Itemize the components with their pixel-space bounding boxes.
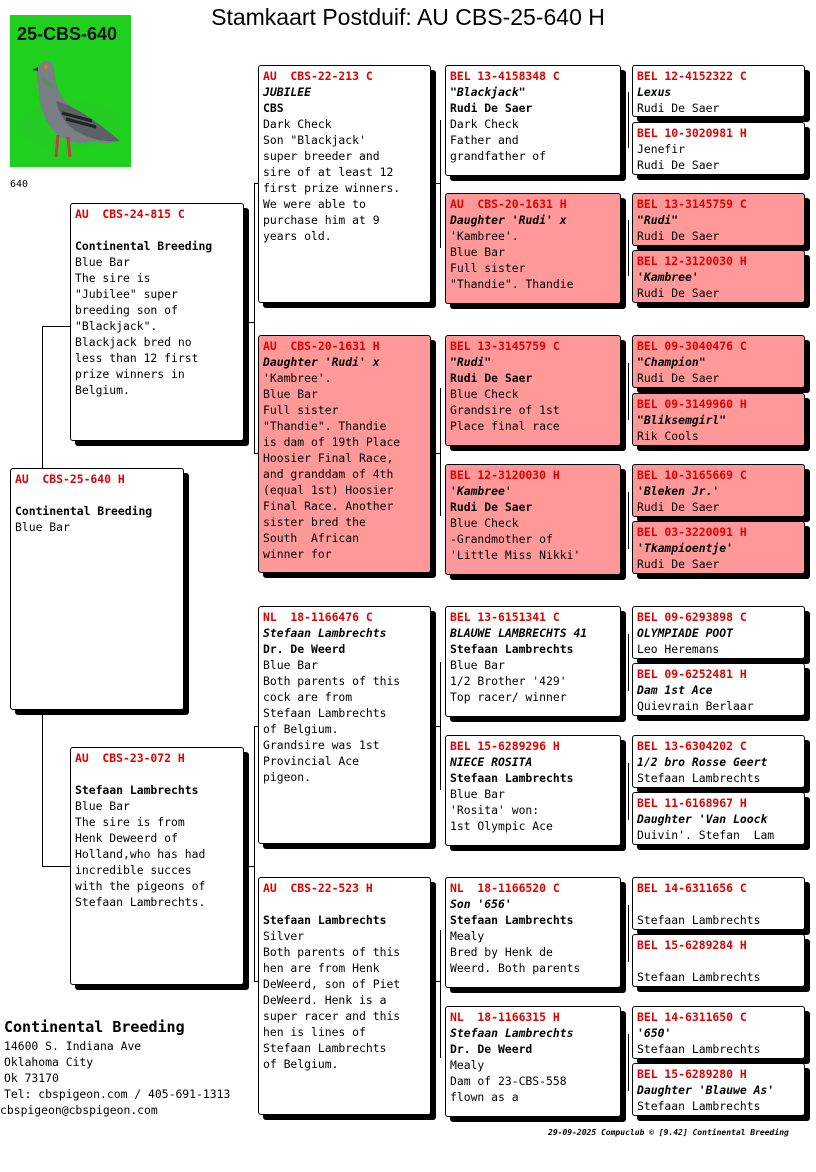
ring-number: NL 18-1166520 C (450, 881, 560, 895)
description-line: Both parents of this (263, 945, 401, 959)
pigeon-name: 'Bleken Jr.' (637, 484, 720, 498)
owner-tel: Tel: cbspigeon.com / 405-691-1313 (4, 1087, 231, 1101)
ring-number: BEL 09-6252481 H (637, 667, 747, 681)
ring-number: BEL 15-6289280 H (637, 1067, 747, 1081)
spacer (637, 953, 801, 969)
description-line: Dark Check (450, 117, 519, 131)
description-line: hen is lines of (263, 1025, 366, 1039)
description-line: Blue Bar (450, 787, 505, 801)
connector-line (628, 634, 629, 691)
description-line: Mealy (450, 929, 485, 943)
description-line: Father and (450, 133, 519, 147)
connector-line (440, 662, 441, 790)
breeder-name: Rudi De Saer (450, 500, 533, 514)
ring-number: BEL 15-6289284 H (637, 938, 747, 952)
card-g15 (632, 1006, 805, 1059)
card-sdd (445, 464, 621, 575)
description-line: "Thandie". Thandie (263, 419, 387, 433)
card-ss (258, 65, 431, 303)
pigeon-photo (10, 15, 131, 167)
pigeon-name: Dam 1st Ace (637, 683, 713, 697)
ring-number: BEL 12-4152322 C (637, 69, 747, 83)
description-line: Jenefir (637, 142, 686, 156)
card-g16 (632, 1063, 805, 1116)
breeder-name: Rudi De Saer (450, 101, 533, 115)
card-ssd (445, 193, 621, 304)
pigeon-name: Daughter 'Rudi' x (450, 213, 567, 227)
breeder-name: Stefaan Lambrechts (450, 642, 574, 656)
card-g4 (632, 250, 805, 303)
ring-number: AU CBS-25-640 H (15, 472, 125, 486)
description-line: DeWeerd, son of Piet (263, 977, 401, 991)
ring-number: BEL 15-6289296 H (450, 739, 560, 753)
description-line: super racer and this (263, 1009, 401, 1023)
description-line: winner for (263, 547, 332, 561)
description-line: Blue Bar (75, 255, 130, 269)
card-g9 (632, 606, 805, 659)
ring-number: BEL 14-6311650 C (637, 1010, 747, 1024)
breeder-name: Dr. De Weerd (450, 1042, 533, 1056)
description-line: Place final race (450, 419, 560, 433)
connector-line (42, 326, 43, 468)
description-line: Grandsire of 1st (450, 403, 560, 417)
description-line: -Grandmother of (450, 532, 553, 546)
ring-number: BEL 09-6293898 C (637, 610, 747, 624)
spacer (15, 487, 180, 503)
ring-number: BEL 13-3145759 C (637, 197, 747, 211)
ring-number: BEL 13-4158348 C (450, 69, 560, 83)
card-sss (445, 65, 621, 176)
description-line: and granddam of 4th (263, 467, 394, 481)
description-line: Blue Bar (263, 658, 318, 672)
breeder-name: Continental Breeding (15, 504, 153, 518)
card-subject (10, 468, 184, 710)
connector-line (440, 388, 441, 516)
owner-address-line: 14600 S. Indiana Ave (4, 1039, 142, 1053)
connector-line (244, 322, 254, 323)
description-line: Blackjack bred no (75, 335, 192, 349)
card-g1 (632, 65, 805, 117)
description-line: Silver (263, 929, 305, 943)
breeder-name: Rudi De Saer (637, 229, 720, 243)
connector-line (628, 1034, 629, 1091)
description-line: Holland,who has had (75, 847, 206, 861)
description-line: pigeon. (263, 770, 312, 784)
description-line: Dam of 23-CBS-558 (450, 1074, 567, 1088)
description-line: Duivin'. Stefan Lam (637, 828, 775, 842)
description-line: Final Race. Another (263, 499, 394, 513)
description-line: Blue Bar (75, 799, 130, 813)
spacer (75, 766, 240, 782)
description-line: Stefaan Lambrechts. (75, 895, 206, 909)
footer-credit: 29-09-2025 Compuclub © [9.42] Continental Breeding (548, 1128, 789, 1137)
connector-line (431, 981, 440, 982)
description-line: Belgium. (75, 383, 130, 397)
card-g13 (632, 877, 805, 930)
description-line: "Thandie". Thandie (450, 277, 574, 291)
breeder-name: Stefaan Lambrechts (450, 913, 574, 927)
card-g12 (632, 792, 805, 845)
card-g2 (632, 122, 805, 175)
description-line: We were able to (263, 197, 366, 211)
pigeon-name: Daughter 'Blauwe As' (637, 1083, 775, 1097)
description-line: DeWeerd. Henk is a (263, 993, 387, 1007)
ring-number: AU CBS-23-072 H (75, 751, 185, 765)
connector-line (244, 866, 254, 867)
connector-line (42, 326, 70, 327)
breeder-name: Rudi De Saer (637, 371, 720, 385)
breeder-name: Stefaan Lambrechts (450, 771, 574, 785)
description-line: "Jubilee" super (75, 287, 178, 301)
description-line: Blue Check (450, 387, 519, 401)
description-line: 'Rosita' won: (450, 803, 540, 817)
description-line: Dark Check (263, 117, 332, 131)
description-line: flown as a (450, 1090, 519, 1104)
card-g11 (632, 735, 805, 788)
ring-number: BEL 10-3020981 H (637, 126, 747, 140)
connector-line (628, 92, 629, 148)
card-dsd (445, 735, 621, 846)
ring-number: BEL 13-3145759 C (450, 339, 560, 353)
connector-line (431, 183, 440, 184)
card-g14 (632, 934, 805, 987)
ring-number: AU CBS-20-1631 H (263, 339, 380, 353)
ring-number: NL 18-1166315 H (450, 1010, 560, 1024)
breeder-name: Rudi De Saer (637, 500, 720, 514)
description-line: South African (263, 531, 360, 545)
ring-number: BEL 13-6304202 C (637, 739, 747, 753)
description-line: cock are from (263, 690, 353, 704)
description-line: Stefaan Lambrechts (263, 706, 387, 720)
breeder-name: Rudi De Saer (637, 557, 720, 571)
description-line: Weerd. Both parents (450, 961, 581, 975)
connector-line (254, 726, 255, 981)
description-line: of Belgium. (263, 1057, 339, 1071)
card-g5 (632, 335, 805, 388)
pigeon-name: 'Tkampioentje' (637, 541, 734, 555)
page-title: Stamkaart Postduif: AU CBS-25-640 H (211, 4, 605, 30)
card-g8 (632, 521, 805, 574)
card-ddd (445, 1006, 621, 1117)
description-line: Leo Heremans (637, 642, 720, 656)
description-line: Both parents of this (263, 674, 401, 688)
description-line: 1/2 Brother '429' (450, 674, 567, 688)
description-line: breeding son of (75, 303, 178, 317)
description-line: is dam of 19th Place (263, 435, 401, 449)
pigeon-name: Daughter 'Van Loock (637, 812, 768, 826)
photo-ring-label: 25-CBS-640 (17, 24, 118, 44)
connector-line (628, 363, 629, 420)
ring-number: BEL 03-3220091 H (637, 525, 747, 539)
connector-line (440, 120, 441, 248)
description-line: with the pigeons of (75, 879, 206, 893)
owner-email: cbspigeon@cbspigeon.com (0, 1103, 158, 1117)
connector-line (628, 220, 629, 276)
pigeon-name: Lexus (637, 85, 672, 99)
owner-name: Continental Breeding (4, 1018, 185, 1036)
pigeon-name: Stefaan Lambrechts (263, 626, 387, 640)
owner-address-line: Oklahoma City (4, 1055, 94, 1069)
description-line: incredible succes (75, 863, 192, 877)
description-line: The sire is (75, 271, 151, 285)
pigeon-name: JUBILEE (263, 85, 312, 99)
description-line: "Blackjack". (75, 319, 158, 333)
pigeon-name: 'Kambree' (450, 484, 512, 498)
description-line: Blue Bar (450, 245, 505, 259)
description-line: Henk Deweerd of (75, 831, 178, 845)
description-line: (equal 1st) Hoosier (263, 483, 394, 497)
ring-number: BEL 14-6311656 C (637, 881, 747, 895)
photo-number: 640 (10, 179, 29, 190)
pigeon-name: "Rudi" (450, 355, 492, 369)
breeder-name: Rik Cools (637, 429, 699, 443)
breeder-name: CBS (263, 101, 284, 115)
pigeon-name: OLYMPIADE POOT (637, 626, 734, 640)
ring-number: AU CBS-22-213 C (263, 69, 373, 83)
description-line: Top racer/ winner (450, 690, 567, 704)
card-ds (258, 606, 431, 844)
breeder-name: Rudi De Saer (637, 101, 720, 115)
connector-line (628, 905, 629, 962)
ring-number: BEL 13-6151341 C (450, 610, 560, 624)
description-line: sister bred the (263, 515, 366, 529)
breeder-name: Rudi De Saer (637, 286, 720, 300)
pigeon-name: '650' (637, 1026, 672, 1040)
description-line: 'Kambree'. (450, 229, 519, 243)
card-g7 (632, 464, 805, 517)
description-line: Rudi De Saer (637, 158, 720, 172)
card-sd (258, 335, 431, 573)
description-line: grandfather of (450, 149, 547, 163)
pigeon-name: "Bliksemgirl" (637, 413, 727, 427)
breeder-name: Continental Breeding (75, 239, 213, 253)
ring-number: BEL 10-3165669 C (637, 468, 747, 482)
connector-line (440, 930, 441, 1058)
description-line: Mealy (450, 1058, 485, 1072)
spacer (637, 896, 801, 912)
ring-number: AU CBS-20-1631 H (450, 197, 567, 211)
breeder-name: Stefaan Lambrechts (637, 970, 761, 984)
spacer (75, 222, 240, 238)
ring-number: AU CBS-24-815 C (75, 207, 185, 221)
pigeon-image (10, 15, 131, 167)
description-line: Full sister (450, 261, 526, 275)
ring-number: BEL 09-3149960 H (637, 397, 747, 411)
spacer (263, 896, 427, 912)
description-line: hen are from Henk (263, 961, 380, 975)
description-line: Blue Bar (263, 387, 318, 401)
breeder-name: Stefaan Lambrechts (75, 783, 199, 797)
description-line: super breeder and (263, 149, 380, 163)
owner-block (0, 1016, 231, 1118)
description-line: 1st Olympic Ace (450, 819, 553, 833)
connector-line (42, 715, 43, 866)
breeder-name: Stefaan Lambrechts (637, 913, 761, 927)
pigeon-name: "Blackjack" (450, 85, 526, 99)
card-sds (445, 335, 621, 446)
card-dam (70, 747, 244, 985)
breeder-name: Dr. De Weerd (263, 642, 346, 656)
connector-line (254, 183, 255, 453)
pigeon-name: Son '656' (450, 897, 512, 911)
description-line: Son "Blackjack' (263, 133, 366, 147)
breeder-name: Quievrain Berlaar (637, 699, 754, 713)
pigeon-name: "Rudi" (637, 213, 679, 227)
description-line: Blue Bar (15, 520, 70, 534)
breeder-name: Stefaan Lambrechts (263, 913, 387, 927)
breeder-name: Rudi De Saer (450, 371, 533, 385)
pigeon-name: NIECE ROSITA (450, 755, 533, 769)
description-line: purchase him at 9 (263, 213, 380, 227)
description-line: 'Little Miss Nikki' (450, 548, 581, 562)
description-line: Bred by Henk de (450, 945, 553, 959)
pigeon-name: 1/2 bro Rosse Geert (637, 755, 768, 769)
connector-line (628, 763, 629, 820)
connector-line (628, 492, 629, 549)
description-line: less than 12 first (75, 351, 199, 365)
ring-number: BEL 11-6168967 H (637, 796, 747, 810)
description-line: 'Kambree'. (263, 371, 332, 385)
ring-number: NL 18-1166476 C (263, 610, 373, 624)
pigeon-name: "Champion" (637, 355, 706, 369)
description-line: of Belgium. (263, 722, 339, 736)
card-sire (70, 203, 244, 441)
breeder-name: Stefaan Lambrechts (637, 1099, 761, 1113)
connector-line (42, 866, 70, 867)
pigeon-name: BLAUWE LAMBRECHTS 41 (450, 626, 588, 640)
description-line: Stefaan Lambrechts (637, 771, 761, 785)
owner-address-line: Ok 73170 (4, 1071, 59, 1085)
ring-number: AU CBS-22-523 H (263, 881, 373, 895)
pigeon-name: Stefaan Lambrechts (450, 1026, 574, 1040)
card-dss (445, 606, 621, 717)
pigeon-name: Daughter 'Rudi' x (263, 355, 380, 369)
description-line: Hoosier Final Race, (263, 451, 394, 465)
ring-number: BEL 12-3120030 H (637, 254, 747, 268)
card-g6 (632, 393, 805, 446)
pigeon-name: 'Kambree' (637, 270, 699, 284)
description-line: Provincial Ace (263, 754, 360, 768)
description-line: sire of at least 12 (263, 165, 394, 179)
description-line: Stefaan Lambrechts (263, 1041, 387, 1055)
description-line: prize winners in (75, 367, 185, 381)
connector-line (431, 453, 440, 454)
card-g10 (632, 663, 805, 716)
ring-number: BEL 12-3120030 H (450, 468, 560, 482)
description-line: Full sister (263, 403, 339, 417)
description-line: years old. (263, 229, 332, 243)
card-g3 (632, 193, 805, 246)
description-line: Grandsire was 1st (263, 738, 380, 752)
breeder-name: Stefaan Lambrechts (637, 1042, 761, 1056)
description-line: The sire is from (75, 815, 185, 829)
description-line: Blue Bar (450, 658, 505, 672)
connector-line (431, 726, 440, 727)
card-dd (258, 877, 431, 1115)
description-line: first prize winners. (263, 181, 401, 195)
card-dds (445, 877, 621, 988)
description-line: Blue Check (450, 516, 519, 530)
ring-number: BEL 09-3040476 C (637, 339, 747, 353)
